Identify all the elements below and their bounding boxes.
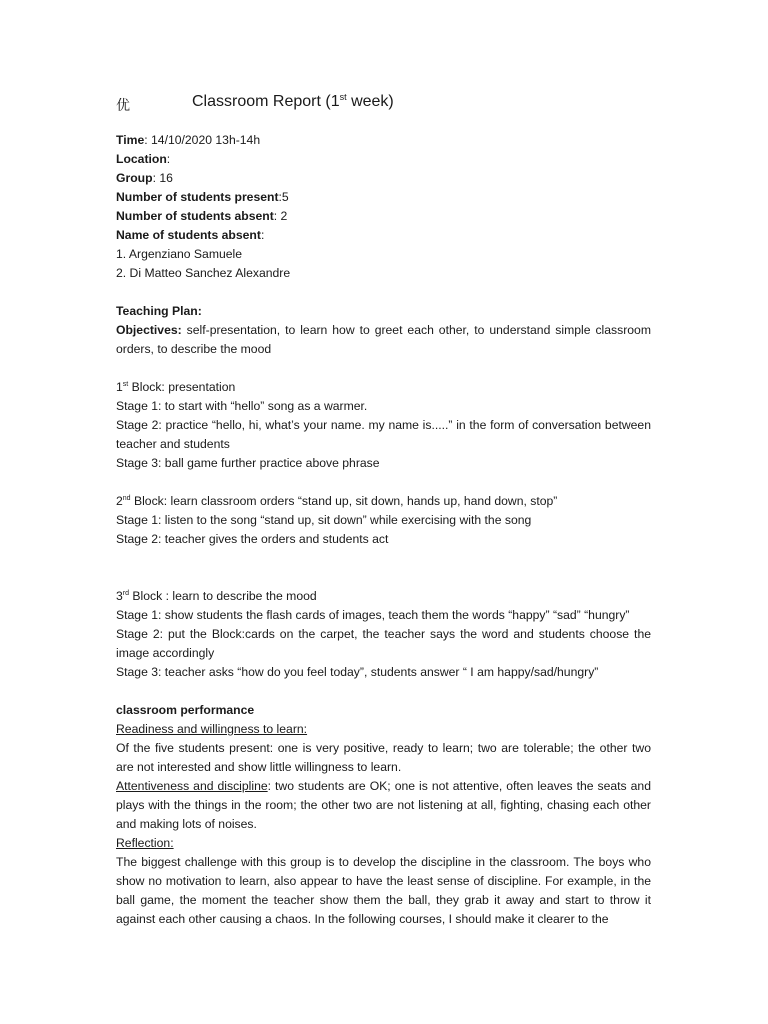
objectives-paragraph: Objectives: self-presentation, to learn how to greet each other, to understand simple classroom orders, to describe the mood — [116, 323, 651, 356]
attentiveness-paragraph: Attentiveness and discipline: two students are OK; one is not attentive, often leaves the seats and plays with the things in the room; the other two are not listening at all, fighting, chasing each other and making lots of noises. — [116, 779, 651, 831]
group-line: Group: 16 — [116, 171, 173, 185]
performance-heading: classroom performance — [116, 703, 255, 717]
block-3-stage-1: Stage 1: show students the flash cards of images, teach them the words “happy” “sad” “hungry” — [116, 608, 630, 622]
block-2-stage-1: Stage 1: listen to the song “stand up, sit down” while exercising with the song — [116, 513, 532, 527]
absent-student-item: 2. Di Matteo Sanchez Alexandre — [116, 266, 291, 280]
time-line: Time: 14/10/2020 13h-14h — [116, 133, 261, 147]
block-3-stage-2: Stage 2: put the Block:cards on the carpet, the teacher says the word and students choose the image accordingly — [116, 627, 651, 660]
readiness-label: Readiness and willingness to learn: — [116, 722, 308, 736]
absent-names-line: Name of students absent: — [116, 228, 265, 242]
block-1-stage-3: Stage 3: ball game further practice above phrase — [116, 456, 380, 470]
reflection-paragraph: The biggest challenge with this group is to develop the discipline in the classroom. The boys who show no motivation to learn, also appear to have the least sense of discipline. For example, in the ball game, the moment the teacher show them the ball, they grab it away and start to throw it against each other causing a chaos. In the following courses, I should make it clearer to the — [116, 855, 651, 926]
location-line: Location: — [116, 152, 171, 166]
title-row — [116, 93, 651, 115]
readiness-paragraph: Of the five students present: one is very positive, ready to learn; two are tolerable; the other two are not interested and show little willingness to learn. — [116, 741, 651, 774]
block-1-title: 1st Block: presentation — [116, 380, 236, 394]
reflection-label: Reflection: — [116, 836, 174, 850]
teaching-plan-heading: Teaching Plan: — [116, 304, 202, 318]
block-1-stage-2: Stage 2: practice “hello, hi, what’s your name. my name is.....” in the form of conversation between teacher and students — [116, 418, 651, 451]
cjk-character: 优 — [116, 98, 130, 114]
absent-line: Number of students absent: 2 — [116, 209, 288, 223]
block-2-stage-2: Stage 2: teacher gives the orders and students act — [116, 532, 389, 546]
block-3-stage-3: Stage 3: teacher asks “how do you feel today”, students answer “ I am happy/sad/hungry” — [116, 665, 599, 679]
block-1-stage-1: Stage 1: to start with “hello” song as a warmer. — [116, 399, 368, 413]
present-line: Number of students present:5 — [116, 190, 289, 204]
block-3-title: 3rd Block : learn to describe the mood — [116, 589, 317, 603]
document-body — [116, 131, 651, 929]
absent-student-item: 1. Argenziano Samuele — [116, 247, 243, 261]
block-2-title: 2nd Block: learn classroom orders “stand up, sit down, hands up, hand down, stop” — [116, 494, 558, 508]
page-title: Classroom Report (1st week) — [192, 92, 394, 110]
